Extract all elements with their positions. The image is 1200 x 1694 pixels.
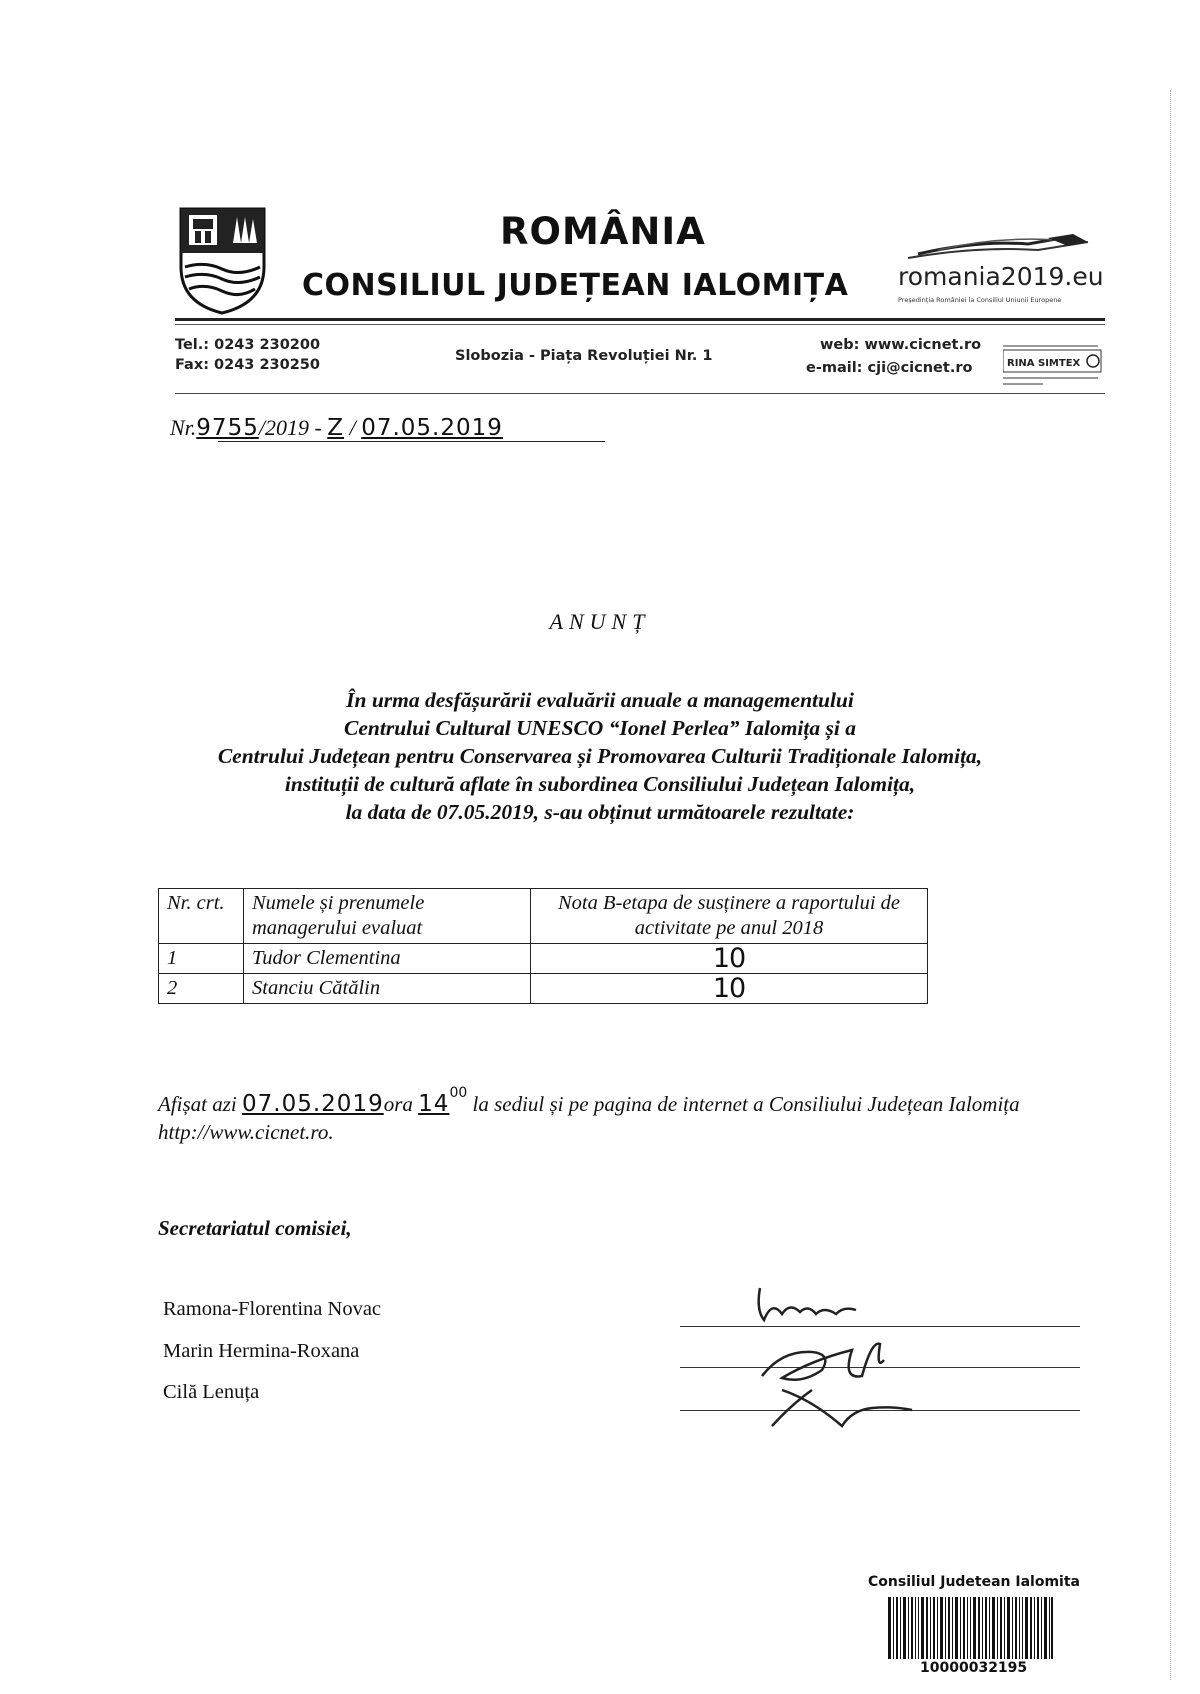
contact-divider [175, 393, 1105, 394]
phone-number: Tel.: 0243 230200 [175, 337, 321, 353]
eu-logo-subtitle: Președinția României la Consiliul Uniunii Europene [898, 296, 1062, 304]
posted-hour-handwritten: 14 [418, 1091, 450, 1117]
registration-slash: / [349, 415, 356, 440]
posted-minutes-handwritten: 00 [449, 1085, 468, 1101]
posted-suffix: la sediul și pe pagina de internet a Consiliului Județean Ialomița http://www.cicnet.ro. [158, 1092, 1020, 1144]
table-row [159, 944, 928, 974]
romania2019-logo [898, 232, 1104, 307]
scan-edge [1170, 90, 1172, 1680]
announcement-title: ANUNȚ [549, 609, 651, 634]
council-title: CONSILIUL JUDEȚEAN IALOMIȚA [302, 268, 849, 303]
secretariat-member: Ramona-Florentina Novac [163, 1298, 382, 1320]
posted-date-handwritten: 07.05.2019 [242, 1091, 384, 1117]
registration-date-handwritten: 07.05.2019 [361, 415, 503, 441]
eu-logo-text: romania2019.eu [898, 262, 1104, 291]
results-table [158, 888, 928, 1004]
header-divider-thin [175, 324, 1105, 325]
fax-number: Fax: 0243 230250 [175, 357, 320, 373]
posted-statement [158, 1079, 1088, 1146]
website: web: www.cicnet.ro [820, 337, 982, 353]
row-grade: 10 [531, 944, 928, 974]
column-header-nr: Nr. crt. [159, 889, 244, 944]
row-name: Stanciu Cătălin [244, 974, 531, 1004]
announcement-line: instituții de cultură aflate în subordinea Consiliului Județean Ialomița, [284, 772, 916, 796]
table-header-row [159, 889, 928, 944]
registration-prefix: Nr. [170, 415, 197, 440]
wave-icon [898, 232, 1098, 262]
announcement-line: În urma desfășurării evaluării anuale a managementului [346, 688, 854, 712]
table-row [159, 974, 928, 1004]
registration-number [170, 415, 503, 441]
row-nr: 1 [159, 944, 244, 974]
registration-suffix-handwritten: Z [327, 415, 345, 441]
certification-logo [1003, 340, 1103, 392]
announcement-line: Centrului Cultural UNESCO “Ionel Perlea” Ialomița și a [344, 716, 856, 740]
column-header-name: Numele și prenumele managerului evaluat [244, 889, 531, 944]
announcement-line: Centrului Județean pentru Conservarea și Promovarea Culturii Tradiționale Ialomița, [217, 744, 983, 768]
secretariat-heading: Secretariatul comisiei, [158, 1216, 352, 1240]
registration-underline [218, 441, 605, 442]
registration-year: /2019 - [258, 415, 322, 440]
address: Slobozia - Piața Revoluției Nr. 1 [455, 348, 713, 364]
handwritten-signatures [752, 1280, 922, 1430]
announcement-body [0, 686, 1200, 826]
announcement-line: la data de 07.05.2019, s-au obținut următoarele rezultate: [345, 800, 855, 824]
posted-ora-label: ora [383, 1092, 413, 1116]
barcode-number: 10000032195 [920, 1660, 1028, 1676]
row-nr: 2 [159, 974, 244, 1004]
row-grade: 10 [531, 974, 928, 1004]
email-address: e-mail: cji@cicnet.ro [806, 360, 973, 376]
header-divider [175, 318, 1105, 321]
country-title: ROMÂNIA [500, 210, 706, 253]
row-name: Tudor Clementina [244, 944, 531, 974]
secretariat-member: Marin Hermina-Roxana [163, 1340, 360, 1362]
svg-text:RINA SIMTEX: RINA SIMTEX [1007, 358, 1081, 369]
posted-prefix: Afișat azi [158, 1092, 237, 1116]
barcode [888, 1597, 1053, 1659]
county-coat-of-arms [175, 205, 270, 315]
registration-number-handwritten: 9755 [196, 415, 259, 441]
secretariat-member: Cilă Lenuța [163, 1381, 260, 1403]
stamp-label: Consiliul Judetean Ialomita [868, 1574, 1080, 1590]
column-header-grade: Nota B-etapa de susținere a raportului de activitate pe anul 2018 [531, 889, 928, 944]
